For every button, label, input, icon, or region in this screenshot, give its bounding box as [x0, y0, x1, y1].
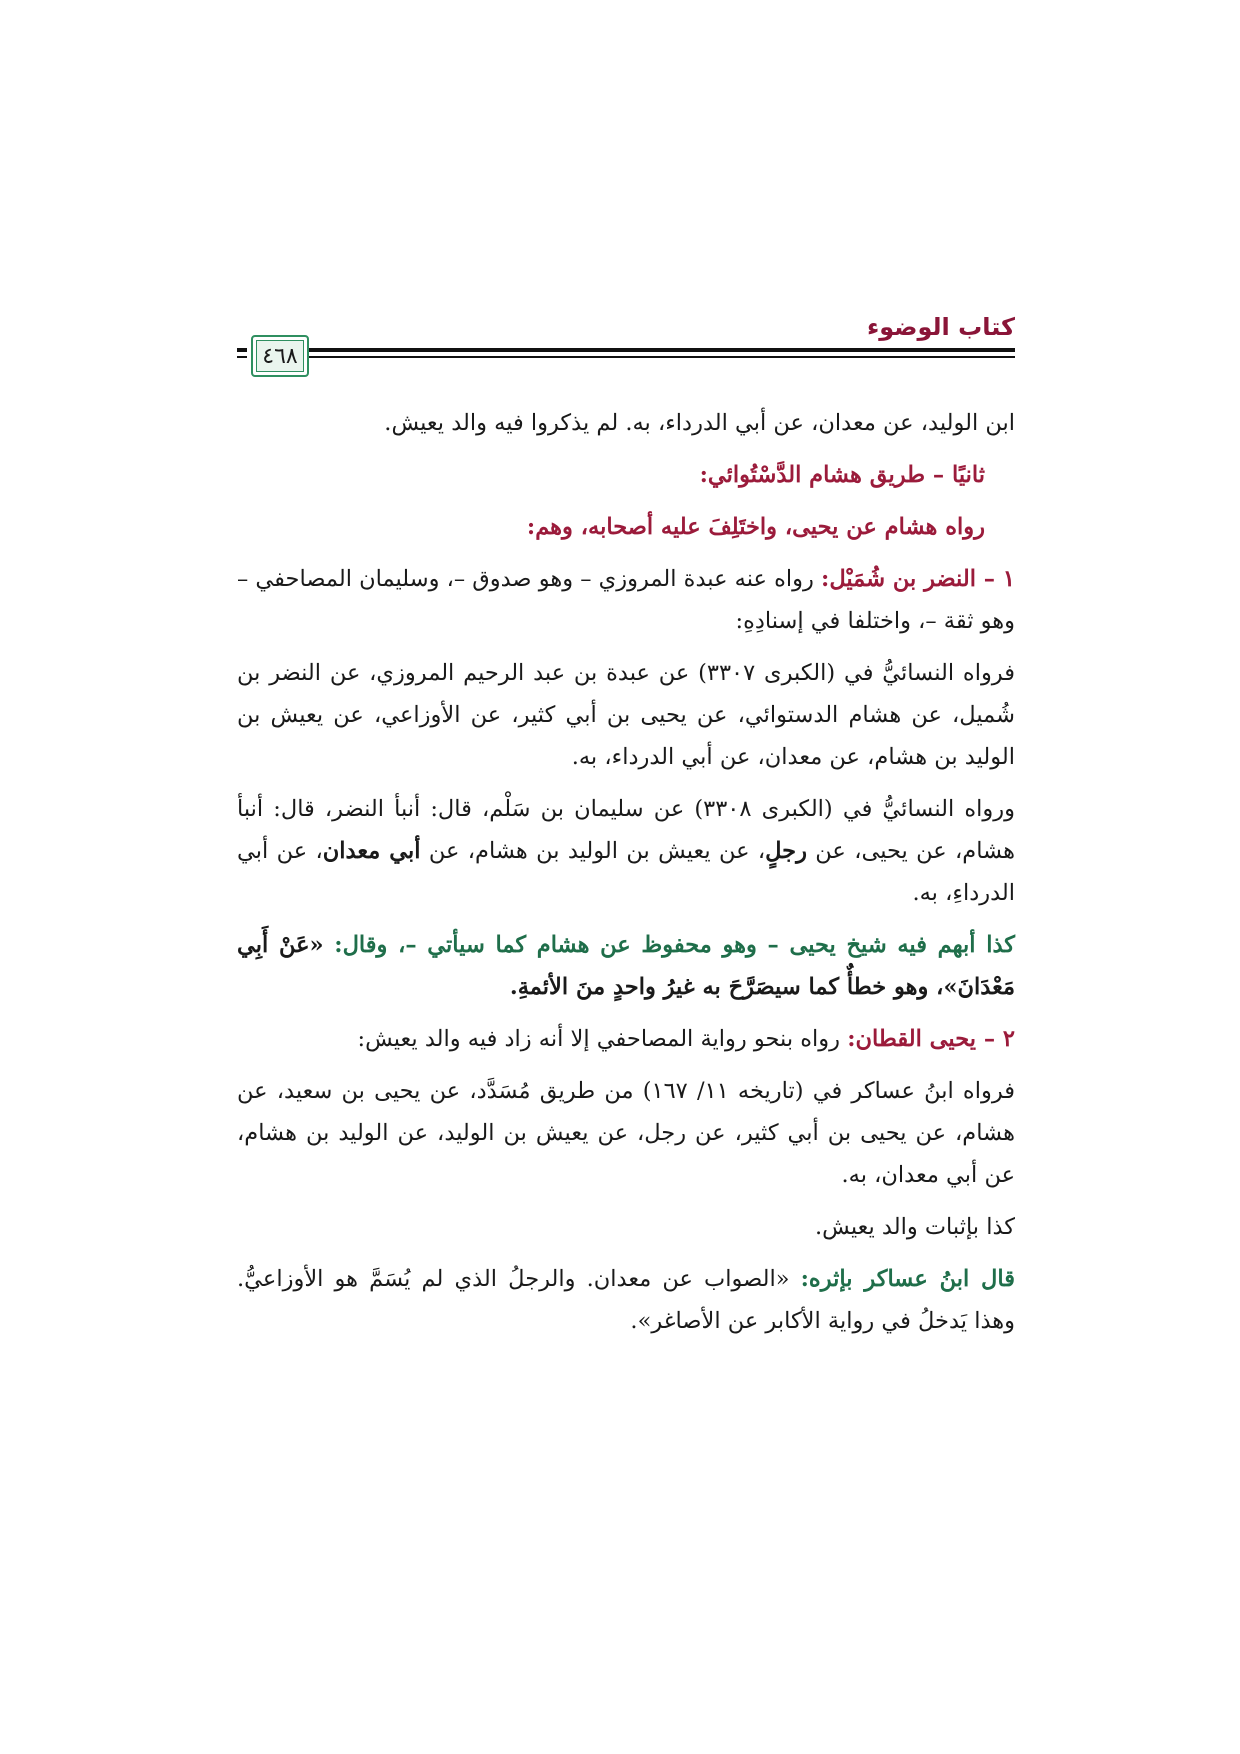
emphasis: أبي معدان — [322, 838, 421, 864]
paragraph-text: ، عن أبي الدرداءِ، به. — [237, 838, 1015, 906]
paragraph-text: رواه عنه عبدة المروزي – وهو صدوق –، وسليمان المصاحفي – وهو ثقة –، واختلفا في إسنادِهِ: — [237, 566, 1015, 634]
paragraph-text: «الصواب عن معدان. والرجلُ الذي لم يُسَمَّ هو الأوزاعيُّ. وهذا يَدخلُ في رواية الأكابر عن الأصاغر». — [237, 1266, 1015, 1334]
paragraph-text: ورواه النسائيُّ في (الكبرى ٣٣٠٨) عن سليمان بن سَلْم، قال: أنبأ النضر، قال: أنبأ هشام، عن يحيى، عن — [237, 796, 1016, 864]
paragraph-text: رواه بنحو رواية المصاحفي إلا أنه زاد فيه والد يعيش: — [357, 1026, 848, 1052]
page-body — [237, 402, 1015, 1342]
section-heading: ثانيًا – طريق هشام الدَّسْتُوائي: — [699, 462, 985, 488]
header-rule — [237, 348, 247, 352]
paragraph: ابن الوليد، عن معدان، عن أبي الدرداء، به. لم يذكروا فيه والد يعيش. — [384, 410, 1015, 436]
narrator-label: ١ – النضر بن شُمَيْل: — [821, 566, 1015, 592]
emphasis: رجلٍ — [765, 838, 807, 864]
paragraph — [237, 788, 1015, 914]
paragraph: فرواه ابنُ عساكر في (تاريخه ١١/ ١٦٧) من طريق مُسَدَّد، عن يحيى بن سعيد، عن هشام، عن يحيى بن أبي كثير، عن رجل، عن يعيش بن الوليد، عن الوليد بن هشام، عن أبي معدان، به. — [237, 1078, 1015, 1188]
book-title: كتاب الوضوء — [866, 313, 1015, 341]
header-rule — [309, 356, 1015, 358]
paragraph — [237, 558, 1015, 642]
paragraph — [237, 1018, 1015, 1060]
paragraph: كذا بإثبات والد يعيش. — [815, 1214, 1015, 1240]
paragraph — [237, 924, 1015, 1008]
paragraph-text: ، عن يعيش بن الوليد بن هشام، عن — [420, 838, 766, 864]
paragraph: فرواه النسائيُّ في (الكبرى ٣٣٠٧) عن عبدة بن عبد الرحيم المروزي، عن النضر بن شُميل، عن هشام الدستوائي، عن يحيى بن أبي كثير، عن الأوزاعي، عن يعيش بن الوليد بن هشام، عن معدان، عن أبي الدرداء، به. — [237, 660, 1015, 770]
header-rule — [237, 356, 247, 358]
commentary: قال ابنُ عساكر بإثره: — [800, 1266, 1015, 1292]
header-rule — [309, 348, 1015, 352]
narrator-label: ٢ – يحيى القطان: — [847, 1026, 1015, 1052]
paragraph-text: «عَنْ أَبِي مَعْدَانَ»، وهو خطأٌ كما سيصَرَّحَ به غيرُ واحدٍ منَ الأئمةِ. — [237, 932, 1015, 1000]
page-number: ٤٦٨ — [251, 335, 309, 377]
commentary: كذا أبهم فيه شيخ يحيى – وهو محفوظ عن هشام كما سيأتي –، وقال: — [334, 932, 1015, 958]
section-heading: رواه هشام عن يحيى، واختَلِفَ عليه أصحابه، وهم: — [526, 514, 985, 540]
page-header — [237, 305, 1015, 385]
paragraph — [237, 1258, 1015, 1342]
